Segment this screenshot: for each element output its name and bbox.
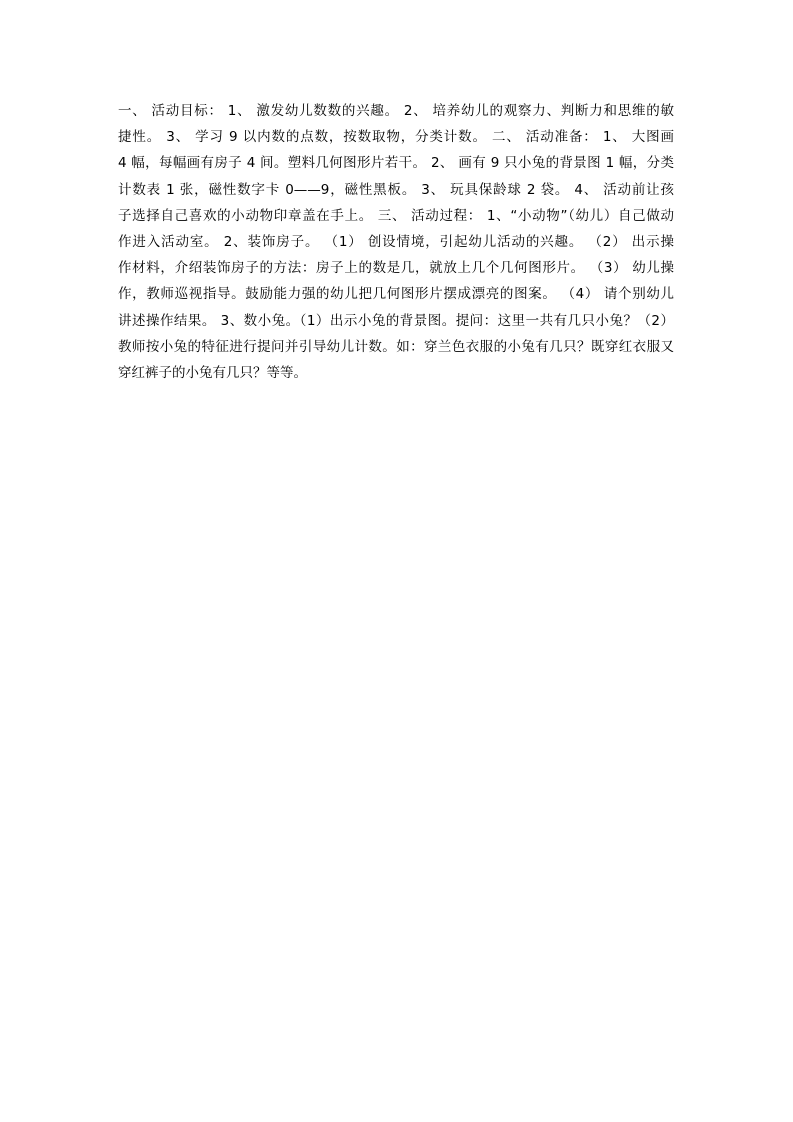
text-line: 4 幅，每幅画有房子 4 间。塑料几何图形片若干。 2、 画有 9 只小兔的背景图 1 幅，分类 [118, 155, 674, 172]
text-line: 穿红裤子的小兔有几只？等等。 [118, 364, 307, 381]
text-line: 捷性。 3、 学习 9 以内数的点数，按数取物，分类计数。 二、 活动准备： 1、 大图画 [118, 129, 674, 146]
text-line: 子选择自己喜欢的小动物印章盖在手上。 三、 活动过程： 1、“小动物”（幼儿）自己做动 [118, 207, 674, 224]
text-line: 计数表 1 张，磁性数字卡 0——9，磁性黑板。 3、 玩具保龄球 2 袋。 4、 活动前让孩 [118, 181, 674, 198]
text-line: 教师按小兔的特征进行提问并引导幼儿计数。如：穿兰色衣服的小兔有几只？既穿红衣服又 [118, 338, 674, 355]
text-line: 一、 活动目标： 1、 激发幼儿数数的兴趣。 2、 培养幼儿的观察力、判断力和思维的敏 [118, 103, 674, 119]
text-line: 作材料，介绍装饰房子的方法：房子上的数是几，就放上几个几何图形片。 （3） 幼儿操 [118, 260, 674, 277]
document-body [118, 98, 674, 386]
text-line: 作，教师巡视指导。鼓励能力强的幼儿把几何图形片摆成漂亮的图案。 （4） 请个别幼儿 [118, 286, 674, 303]
text-line: 作进入活动室。 2、装饰房子。 （1） 创设情境，引起幼儿活动的兴趣。 （2） 出示操 [118, 233, 674, 250]
text-line: 讲述操作结果。 3、数小兔。（1）出示小兔的背景图。提问：这里一共有几只小兔？（2） [118, 312, 674, 329]
